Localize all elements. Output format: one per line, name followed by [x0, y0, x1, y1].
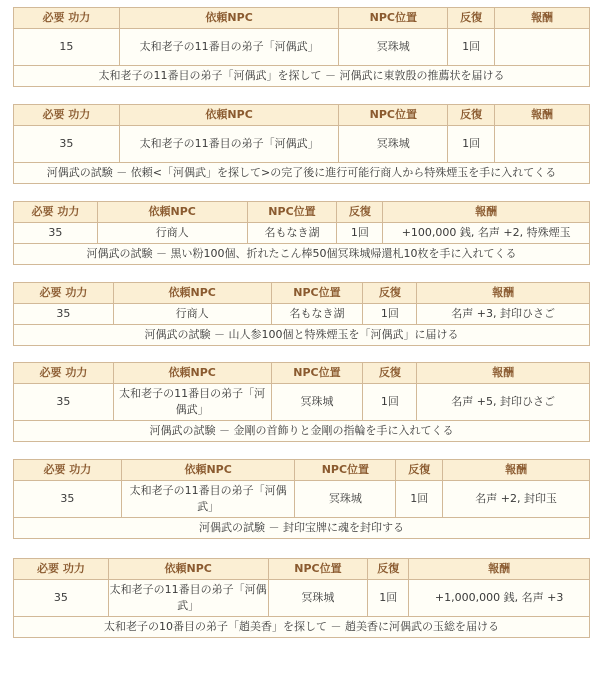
quest-table	[13, 104, 590, 184]
description-row	[14, 518, 590, 539]
quest-description: 太和老子の11番目の弟子「河偶武」を探して － 河偶武に東敦殷の推薦状を届ける	[14, 66, 590, 87]
reward-cell: +1,000,000 銭, 名声 +3	[409, 580, 590, 617]
table-row	[14, 223, 590, 244]
power-cell: 35	[14, 223, 98, 244]
description-row	[14, 244, 590, 265]
header-repeat: 反復	[363, 283, 417, 304]
repeat-cell: 1回	[448, 126, 495, 163]
npc-cell: 行商人	[97, 223, 247, 244]
header-npc: 依頼NPC	[97, 202, 247, 223]
header-power: 必要 功力	[14, 559, 109, 580]
repeat-cell: 1回	[363, 384, 417, 421]
header-npc: 依頼NPC	[113, 283, 271, 304]
header-repeat: 反復	[368, 559, 409, 580]
table-row	[14, 304, 590, 325]
reward-cell	[495, 29, 590, 66]
header-location: NPC位置	[268, 559, 368, 580]
header-npc: 依頼NPC	[113, 363, 271, 384]
header-power: 必要 功力	[14, 460, 122, 481]
header-npc: 依頼NPC	[121, 460, 295, 481]
quest-table	[13, 7, 590, 87]
repeat-cell: 1回	[363, 304, 417, 325]
reward-cell: +100,000 銭, 名声 +2, 特殊煙玉	[383, 223, 590, 244]
header-location: NPC位置	[339, 105, 448, 126]
table-row	[14, 384, 590, 421]
power-cell: 35	[14, 384, 114, 421]
npc-cell: 太和老子の11番目の弟子「河偶武」	[121, 481, 295, 518]
location-cell: 冥珠城	[295, 481, 396, 518]
quest-description: 河偶武の試験 － 金剛の首飾りと金剛の指輪を手に入れてくる	[14, 421, 590, 442]
header-location: NPC位置	[295, 460, 396, 481]
header-reward: 報酬	[409, 559, 590, 580]
header-reward: 報酬	[383, 202, 590, 223]
quest-description: 河偶武の試験 － 黒い粉100個、折れたこん棒50個冥珠城帰還札10枚を手に入れてくる	[14, 244, 590, 265]
table-row	[14, 29, 590, 66]
reward-cell	[495, 126, 590, 163]
quest-description: 河偶武の試験 － 依頼<「河偶武」を探して>の完了後に進行可能行商人から特殊煙玉を手に入れてくる	[14, 163, 590, 184]
header-repeat: 反復	[363, 363, 417, 384]
repeat-cell: 1回	[368, 580, 409, 617]
location-cell: 冥珠城	[268, 580, 368, 617]
location-cell: 名もなき湖	[247, 223, 337, 244]
header-power: 必要 功力	[14, 363, 114, 384]
quest-table	[13, 362, 590, 442]
npc-cell: 行商人	[113, 304, 271, 325]
table-row	[14, 481, 590, 518]
table-header-row	[14, 105, 590, 126]
npc-cell: 太和老子の11番目の弟子「河偶武」	[119, 126, 339, 163]
power-cell: 35	[14, 580, 109, 617]
quest-table	[13, 282, 590, 346]
location-cell: 冥珠城	[339, 126, 448, 163]
header-npc: 依頼NPC	[108, 559, 268, 580]
table-row	[14, 580, 590, 617]
reward-cell: 名声 +5, 封印ひさご	[417, 384, 590, 421]
header-location: NPC位置	[247, 202, 337, 223]
header-location: NPC位置	[339, 8, 448, 29]
quest-table	[13, 558, 590, 638]
quest-table	[13, 201, 590, 265]
header-reward: 報酬	[495, 8, 590, 29]
table-header-row	[14, 559, 590, 580]
table-header-row	[14, 363, 590, 384]
header-repeat: 反復	[337, 202, 383, 223]
quest-description: 太和老子の10番目の弟子「趙美香」を探して － 趙美香に河偶武の玉総を届ける	[14, 617, 590, 638]
table-header-row	[14, 460, 590, 481]
header-reward: 報酬	[417, 283, 590, 304]
header-npc: 依頼NPC	[119, 8, 339, 29]
header-repeat: 反復	[396, 460, 443, 481]
location-cell: 冥珠城	[339, 29, 448, 66]
quest-description: 河偶武の試験 － 山人参100個と特殊煙玉を「河偶武」に届ける	[14, 325, 590, 346]
header-reward: 報酬	[443, 460, 590, 481]
quest-table	[13, 459, 590, 539]
description-row	[14, 325, 590, 346]
repeat-cell: 1回	[396, 481, 443, 518]
npc-cell: 太和老子の11番目の弟子「河偶武」	[108, 580, 268, 617]
header-power: 必要 功力	[14, 202, 98, 223]
power-cell: 35	[14, 481, 122, 518]
header-power: 必要 功力	[14, 105, 120, 126]
power-cell: 35	[14, 126, 120, 163]
header-power: 必要 功力	[14, 8, 120, 29]
description-row	[14, 617, 590, 638]
quest-description: 河偶武の試験 － 封印宝牌に魂を封印する	[14, 518, 590, 539]
header-reward: 報酬	[495, 105, 590, 126]
header-repeat: 反復	[448, 8, 495, 29]
power-cell: 15	[14, 29, 120, 66]
table-header-row	[14, 202, 590, 223]
repeat-cell: 1回	[448, 29, 495, 66]
header-location: NPC位置	[271, 283, 363, 304]
description-row	[14, 421, 590, 442]
header-reward: 報酬	[417, 363, 590, 384]
table-header-row	[14, 8, 590, 29]
description-row	[14, 66, 590, 87]
header-npc: 依頼NPC	[119, 105, 339, 126]
power-cell: 35	[14, 304, 114, 325]
description-row	[14, 163, 590, 184]
npc-cell: 太和老子の11番目の弟子「河偶武」	[119, 29, 339, 66]
header-power: 必要 功力	[14, 283, 114, 304]
location-cell: 名もなき湖	[271, 304, 363, 325]
table-row	[14, 126, 590, 163]
location-cell: 冥珠城	[271, 384, 363, 421]
header-repeat: 反復	[448, 105, 495, 126]
reward-cell: 名声 +2, 封印玉	[443, 481, 590, 518]
repeat-cell: 1回	[337, 223, 383, 244]
npc-cell: 太和老子の11番目の弟子「河偶武」	[113, 384, 271, 421]
table-header-row	[14, 283, 590, 304]
reward-cell: 名声 +3, 封印ひさご	[417, 304, 590, 325]
header-location: NPC位置	[271, 363, 363, 384]
